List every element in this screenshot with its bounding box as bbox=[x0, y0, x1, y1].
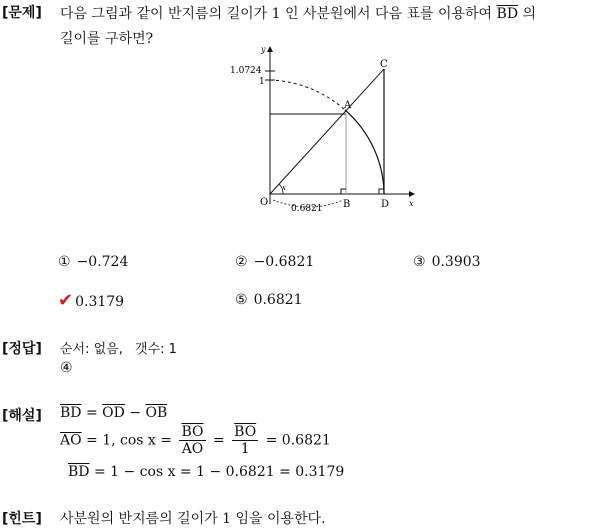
x-axis-label: x bbox=[409, 199, 414, 208]
line-oc bbox=[270, 69, 384, 194]
point-d-label: D bbox=[381, 199, 390, 210]
right-angle-d bbox=[379, 189, 384, 194]
answer-choice: ④ bbox=[60, 360, 73, 376]
arc-solid bbox=[345, 110, 384, 194]
seg-bd: $\overline{BD}$ bbox=[60, 405, 82, 421]
tick-label-1: 1 bbox=[259, 77, 265, 87]
point-a-label: A bbox=[344, 100, 352, 111]
arc-dashed bbox=[270, 80, 345, 110]
option-2[interactable] bbox=[235, 254, 314, 270]
seg-od: $\overline{OD}$ bbox=[102, 405, 125, 421]
option-5[interactable] bbox=[235, 292, 303, 308]
frac-2-den: 1 bbox=[240, 441, 250, 457]
frac-1-den: AO bbox=[181, 441, 204, 457]
problem-text: 다음 그림과 같이 반지름의 길이가 1 인 사분원에서 다음 표를 이용하여 bbox=[60, 6, 493, 22]
option-3[interactable] bbox=[413, 254, 481, 270]
solution-label: [해설] bbox=[2, 408, 42, 424]
solution-line-1 bbox=[60, 405, 167, 421]
result-text: = 1 − cos x = 1 − 0.6821 = 0.3179 bbox=[89, 464, 345, 480]
eq-sign: = bbox=[85, 405, 103, 421]
quarter-circle-figure bbox=[225, 44, 425, 214]
x-axis-arrow bbox=[409, 191, 415, 197]
hint-text: 사분원의 반지름의 길이가 1 임을 이용한다. bbox=[60, 511, 326, 527]
option-1-text: −0.724 bbox=[76, 254, 129, 270]
angle-x-label: x bbox=[282, 184, 286, 192]
frac-2-num: $\overline{BO}$ bbox=[234, 424, 257, 440]
problem-line-1 bbox=[60, 3, 536, 23]
option-5-text: 0.6821 bbox=[253, 292, 303, 308]
fraction-bo-ao bbox=[179, 424, 205, 457]
option-4[interactable] bbox=[58, 290, 124, 311]
hint-label: [힌트] bbox=[2, 511, 42, 527]
fraction-bo-1 bbox=[232, 424, 258, 457]
point-c-label: C bbox=[380, 59, 388, 70]
seg-ob: $\overline{OB}$ bbox=[145, 405, 168, 421]
frac-1-num: $\overline{BO}$ bbox=[181, 424, 204, 440]
option-4-text: 0.3179 bbox=[75, 294, 125, 310]
option-5-mark: ⑤ bbox=[235, 292, 248, 308]
check-mark-icon: ✔ bbox=[58, 290, 74, 311]
option-1[interactable] bbox=[58, 254, 128, 270]
point-o-label: O bbox=[260, 197, 269, 208]
answer-meta bbox=[60, 338, 177, 357]
answer-order: 순서: 없음, bbox=[60, 342, 123, 357]
problem-text-end: 의 bbox=[522, 6, 537, 22]
option-3-mark: ③ bbox=[413, 254, 426, 270]
ob-value-label: 0.6821 bbox=[291, 204, 323, 214]
y-axis-arrow bbox=[267, 46, 273, 52]
right-angle-b bbox=[341, 189, 346, 194]
solution-line-2 bbox=[60, 424, 331, 457]
problem-line-2: 길이를 구하면? bbox=[60, 31, 154, 47]
option-2-text: −0.6821 bbox=[253, 254, 315, 270]
eq-sign-2: = bbox=[208, 432, 230, 449]
seg-bd-2: $\overline{BD}$ bbox=[68, 464, 90, 480]
answer-label: [정답] bbox=[2, 341, 42, 357]
point-b-label: B bbox=[343, 199, 351, 210]
y-axis-label: y bbox=[261, 45, 266, 54]
minus-sign: − bbox=[124, 405, 146, 421]
segment-bd: $\overline{BD}$ bbox=[496, 6, 519, 22]
option-1-mark: ① bbox=[58, 254, 71, 270]
seg-ao: $\overline{AO}$ bbox=[60, 432, 82, 449]
option-2-mark: ② bbox=[235, 254, 248, 270]
solution-line-3 bbox=[68, 464, 344, 480]
cos-value: = 0.6821 bbox=[261, 432, 331, 449]
answer-count: 갯수: 1 bbox=[135, 342, 177, 357]
cos-text: = 1, cos x = bbox=[81, 432, 177, 449]
option-3-text: 0.3903 bbox=[431, 254, 481, 270]
tick-label-1.0724: 1.0724 bbox=[230, 66, 262, 76]
problem-label: [문제] bbox=[2, 5, 42, 21]
